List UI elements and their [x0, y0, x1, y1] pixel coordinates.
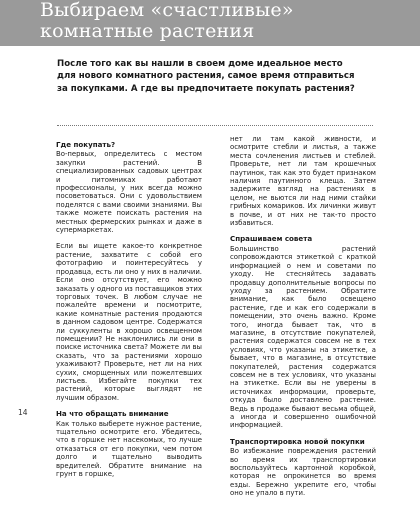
dotted-divider [57, 125, 373, 126]
title-line-2: комнатные растения [40, 20, 255, 42]
paragraph: Во-первых, определитесь с местом закупки растений. В специализированных садовых центрах и питомниках работают профессионалы, у них всегда можно посоветоваться. Они с удовольствием поделятся с вами своими знаниями. Вы также можете поискать растения на местных фермерских рынках и даже в супермаркетах. [56, 150, 202, 235]
section-continuation [230, 135, 376, 227]
paragraph: Если вы ищете какое-то конкретное растение, захватите с собой его фотографию и поинтересуйтесь у продавца, есть ли оно у них в наличии. Если оно отсутствует, его можно заказать у одного из поставщиков этих торговых точек. В любом случае не пожалейте времени и посмотрите, какие комнатные растения продаются в данном садовом центре. Содержатся ли суккуленты в хорошо освещенном помещении? Не наклонились ли они в поиске источника света? Можете ли вы сказать, что за растениями хорошо ухаживают? Проверьте, нет ли на них сухих, сморщенных или пожелтевших листьев. Избегайте покупки тех растений, которые выглядят не лучшим образом. [56, 242, 202, 402]
right-column [230, 135, 376, 506]
intro-paragraph: После того как вы нашли в своем доме идеальное место для нового комнатного растения, самое время отправиться за покупками. А где вы предпочитаете покупать растения? [57, 59, 355, 94]
section-where-to-buy [56, 141, 202, 402]
section-what-to-look-for [56, 410, 202, 478]
page-number: 14 [18, 408, 28, 417]
left-column [56, 135, 202, 486]
title-line-1: Выбираем «счастливые» [40, 0, 294, 21]
paragraph: Во избежание повреждения растений во время их транспортировки воспользуйтесь картонной коробкой, которая не опрокинется во время езды. Бережно укрепите его, чтобы оно не упало в пути. [230, 447, 376, 498]
paragraph: Как только выберете нужное растение, тщательно осмотрите его. Убедитесь, что в горшке нет насекомых, то лучше отказаться от его покупки, чем потом долго и тщательно выводить вредителей. Обратите внимание на грунт в горшке, [56, 419, 202, 479]
paragraph: Большинство растений сопровождаются этикеткой с краткой информацией о нем и советами по уходу. Не стесняйтесь задавать продавцу дополнительные вопросы по уходу за растением. Обратите внимание, как было освещено растение, где и как его содержали в помещении, это очень важно. Кроме того, иногда бывает так, что в магазине, в отсутствие покупателей, растения содержатся совсем не в тех условиях, что указаны на этикетке, а бывает, что в магазине, в отсутствие покупателей, растения содержатся совсем не в тех условиях, что указаны на этикетке. Если вы не уверены в источниках информации, проверьте, откуда было доставлено растение. Ведь в продаже бывают весьма общей, а иногда и совершенно ошибочной информацией. [230, 244, 376, 430]
page-title [40, 0, 410, 42]
section-heading: На что обращать внимание [56, 409, 169, 419]
section-transport [230, 438, 376, 498]
section-heading: Где покупать? [56, 140, 116, 149]
section-heading: Спрашиваем совета [230, 234, 313, 244]
section-asking-advice [230, 235, 376, 429]
section-heading: Транспортировка новой покупки [230, 436, 365, 446]
paragraph: нет ли там какой живности, и осмотрите стебли и листья, а также места сочленения листьев и стеблей. Проверьте, нет ли там крошечных паутинок, так как это будет признаком наличия паутинного клеща. Затем задержите взгляд на растениях в целом, не вьются ли над ними стайки грибных комариков. Их личинки живут в почве, и от них не так-то просто избавиться. [230, 135, 376, 228]
